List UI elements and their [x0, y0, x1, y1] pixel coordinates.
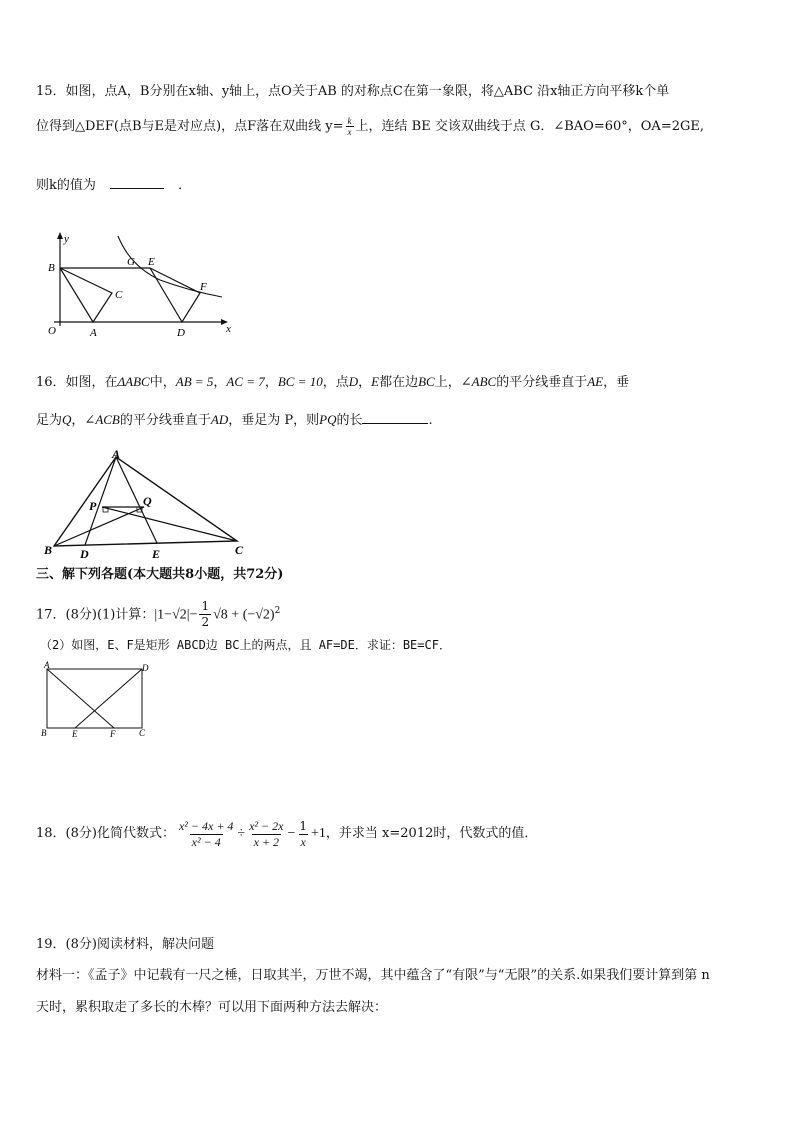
label-e: E — [152, 547, 161, 560]
q19-line2: 材料一：《孟子》中记载有一尺之棰，日取其半，万世不竭，其中蕴含了“有限”与“无限”的关系.如果我们要计算到第 n — [36, 968, 710, 983]
label-d: D — [80, 547, 89, 560]
label-b: B — [48, 262, 55, 274]
q19-line1: 19．(8分)阅读材料，解决问题 — [36, 937, 214, 952]
segment-af — [47, 669, 114, 728]
label-y: y — [64, 233, 69, 245]
q17-line1: 17．(8分)(1)计算：|1−√2|− $\frac{1}{2}$ $√8 + (-√2)^2$ — [36, 599, 281, 630]
label-x: x — [226, 323, 231, 335]
q15-answer-blank — [110, 176, 164, 189]
label-c: C — [139, 728, 146, 738]
q15-line1: 15．如图，点A，B分别在x轴、y轴上，点O关于AB 的对称点C在第一象限，将△ABC 沿x轴正方向平移k个单 — [36, 84, 670, 99]
triangle-abc — [60, 268, 112, 322]
label-a: A — [44, 660, 50, 670]
q16-answer-blank — [362, 411, 428, 424]
q16-line1: 16．如图，在ΔABC中，AB = 5，AC = 7，BC = 10，点D，E都在边BC上，∠ABC的平分线垂直于AE，垂 — [36, 374, 630, 390]
q15-fraction: $\frac{k}{x}$ — [347, 116, 352, 137]
q16-figure — [40, 445, 252, 560]
label-b: B — [41, 728, 47, 738]
q15-figure — [40, 228, 240, 340]
label-q: Q — [143, 494, 152, 508]
q15-line2 — [36, 116, 704, 137]
q16-line2: 足为Q，∠ACB的平分线垂直于AD，垂足为 P，则PQ的长 . — [36, 412, 433, 428]
label-c: C — [115, 289, 123, 301]
q18-line: 18．(8分)化简代数式： $\frac{\text{x² − 4x + 4}}{\text{x² − 4}}$ ÷ $\frac{\text{x² − 2x}}{x + 2}$ − $\frac{1}{x}$ +1 ，并求当 x=2012时，代数式的值． — [36, 818, 538, 849]
label-a: A — [90, 327, 97, 339]
label-g: G — [127, 256, 135, 268]
section-3-heading: 三、解下列各题(本大题共8小题，共72分) — [36, 567, 284, 582]
triangle-def — [150, 268, 200, 322]
q15-line2-start: 位得到△DEF(点B与E是对应点)，点F落在双曲线 y= — [36, 119, 344, 134]
q17-line2: （2）如图，E、F是矩形 ABCD边 BC上的两点，且 AF=DE．求证：BE=CF． — [40, 638, 451, 652]
label-d: D — [142, 663, 149, 673]
rectangle-abcd — [47, 669, 142, 728]
label-c: C — [235, 543, 244, 557]
q18-fraction-2: $\frac{\text{x² − 2x}}{x + 2}$ — [249, 818, 284, 849]
label-f: F — [110, 729, 116, 739]
q18-fraction-1: $\frac{\text{x² − 4x + 4}}{\text{x² − 4}}$ — [178, 818, 234, 849]
q17-figure — [38, 660, 158, 740]
q17-abs-expr: |1−√2| — [154, 607, 190, 623]
bisector-c — [102, 507, 237, 541]
label-b: B — [44, 543, 53, 557]
q18-fraction-3: $\frac{1}{x}$ — [299, 818, 308, 849]
label-p: P — [89, 499, 97, 513]
y-axis-arrow — [57, 232, 63, 239]
q15-line3: 则k的值为 ． — [36, 178, 192, 193]
q15-line2-end: 上，连结 BE 交该双曲线于点 G．∠BAO=60°，OA=2GE, — [355, 119, 704, 134]
q17-half: $\frac{1}{2}$ — [201, 599, 210, 630]
label-f: F — [200, 281, 207, 293]
label-e: E — [72, 729, 78, 739]
label-e: E — [148, 256, 155, 268]
label-o: O — [48, 325, 56, 337]
label-a: A — [112, 447, 121, 461]
q19-line3: 天时，累积取走了多长的木棒？可以用下面两种方法去解决： — [36, 1000, 388, 1015]
segment-de — [75, 669, 142, 728]
label-d: D — [177, 327, 185, 339]
